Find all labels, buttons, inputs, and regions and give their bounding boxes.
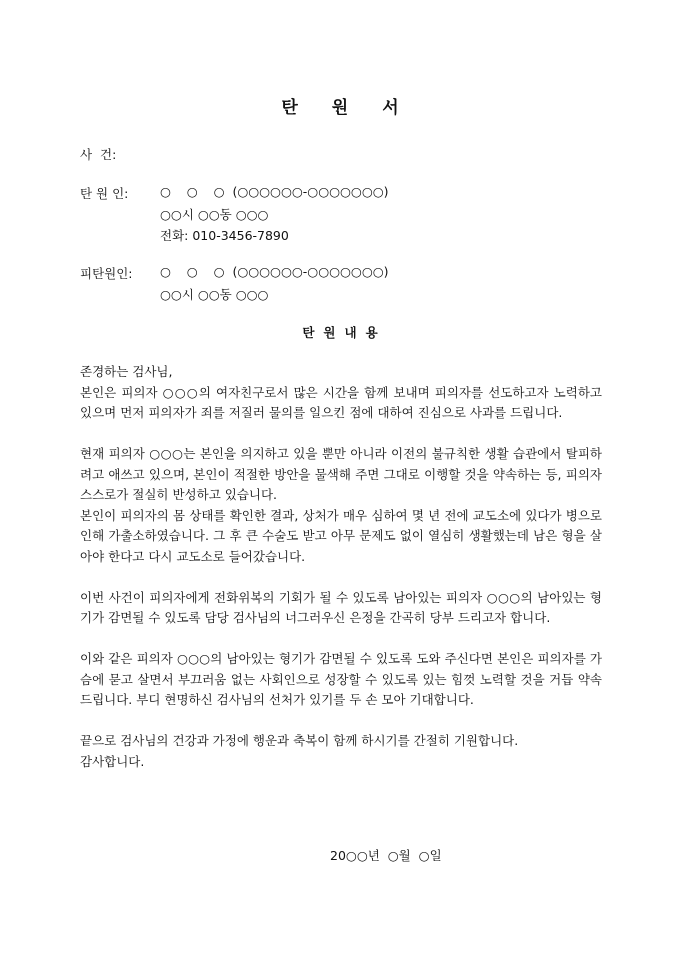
paragraph-thanks: 감사합니다. (80, 753, 145, 769)
paragraph-apology: 본인은 피의자 ○○○의 여자친구로서 많은 시간을 함께 보내며 피의자를 선도하고자 노력하고 있으며 먼저 피의자가 죄를 저질러 물의를 일으킨 점에 대하여 진심으로 사과를 드립니다. (80, 384, 602, 420)
paragraph-closing: 끝으로 검사님의 건강과 가정에 행운과 축복이 함께 하시기를 간절히 기원합니다. (80, 733, 519, 748)
respondent-label: 피탄원인: (80, 266, 133, 281)
petitioner-address: ○○시 ○○동 ○○○ (160, 207, 269, 222)
paragraph-promise: 이와 같은 피의자 ○○○의 남아있는 형기가 감면될 수 있도록 도와 주신다면 본인은 피의자를 가슴에 묻고 살면서 부끄러움 없는 사회인으로 성장할 수 있도록 있는 힘껏 노력할 것을 거듭 약속드립니다. 부디 현명하신 검사님의 선처가 있기를 두 손 모아 기대합니다. (80, 651, 602, 707)
respondent-name: ○ ○ ○ (○○○○○○-○○○○○○○) (160, 264, 389, 279)
paragraph-health: 본인이 피의자의 몸 상태를 확인한 결과, 상처가 매우 심하여 몇 년 전에 교도소에 있다가 병으로 인해 가출소하였습니다. 그 후 큰 수술도 받고 아무 문제도 없이 열심히 생활했는데 남은 형을 살아야 한다고 다시 교도소로 들어갔습니다. (80, 507, 602, 564)
paragraph-salutation: 존경하는 검사님, (80, 364, 173, 379)
paragraph-reform: 현재 피의자 ○○○는 본인을 의지하고 있을 뿐만 아니라 이전의 불규칙한 생활 습관에서 탈피하려고 애쓰고 있으며, 본인이 적절한 방안을 물색해 주면 그대로 이행할 것을 약속하는 등, 피의자 스스로가 절실히 반성하고 있습니다. (80, 446, 602, 502)
respondent-address: ○○시 ○○동 ○○○ (160, 287, 269, 302)
petitioner-phone: 전화: 010-3456-7890 (160, 228, 289, 243)
document-title: 탄원서 (281, 98, 433, 118)
paragraph-request: 이번 사건이 피의자에게 전화위복의 기회가 될 수 있도록 남아있는 피의자 ○○○의 남아있는 형기가 감면될 수 있도록 담당 검사님의 너그러우신 은정을 간곡히 당부 드리고자 합니다. (80, 589, 602, 625)
date-line: 20○○년 ○월 ○일 (330, 848, 442, 863)
letter-body (80, 362, 602, 772)
petitioner-name: ○ ○ ○ (○○○○○○-○○○○○○○) (160, 184, 389, 199)
case-label: 사 건: (80, 147, 117, 162)
section-title: 탄원내용 (302, 325, 387, 340)
petitioner-label: 탄 원 인: (80, 186, 129, 201)
